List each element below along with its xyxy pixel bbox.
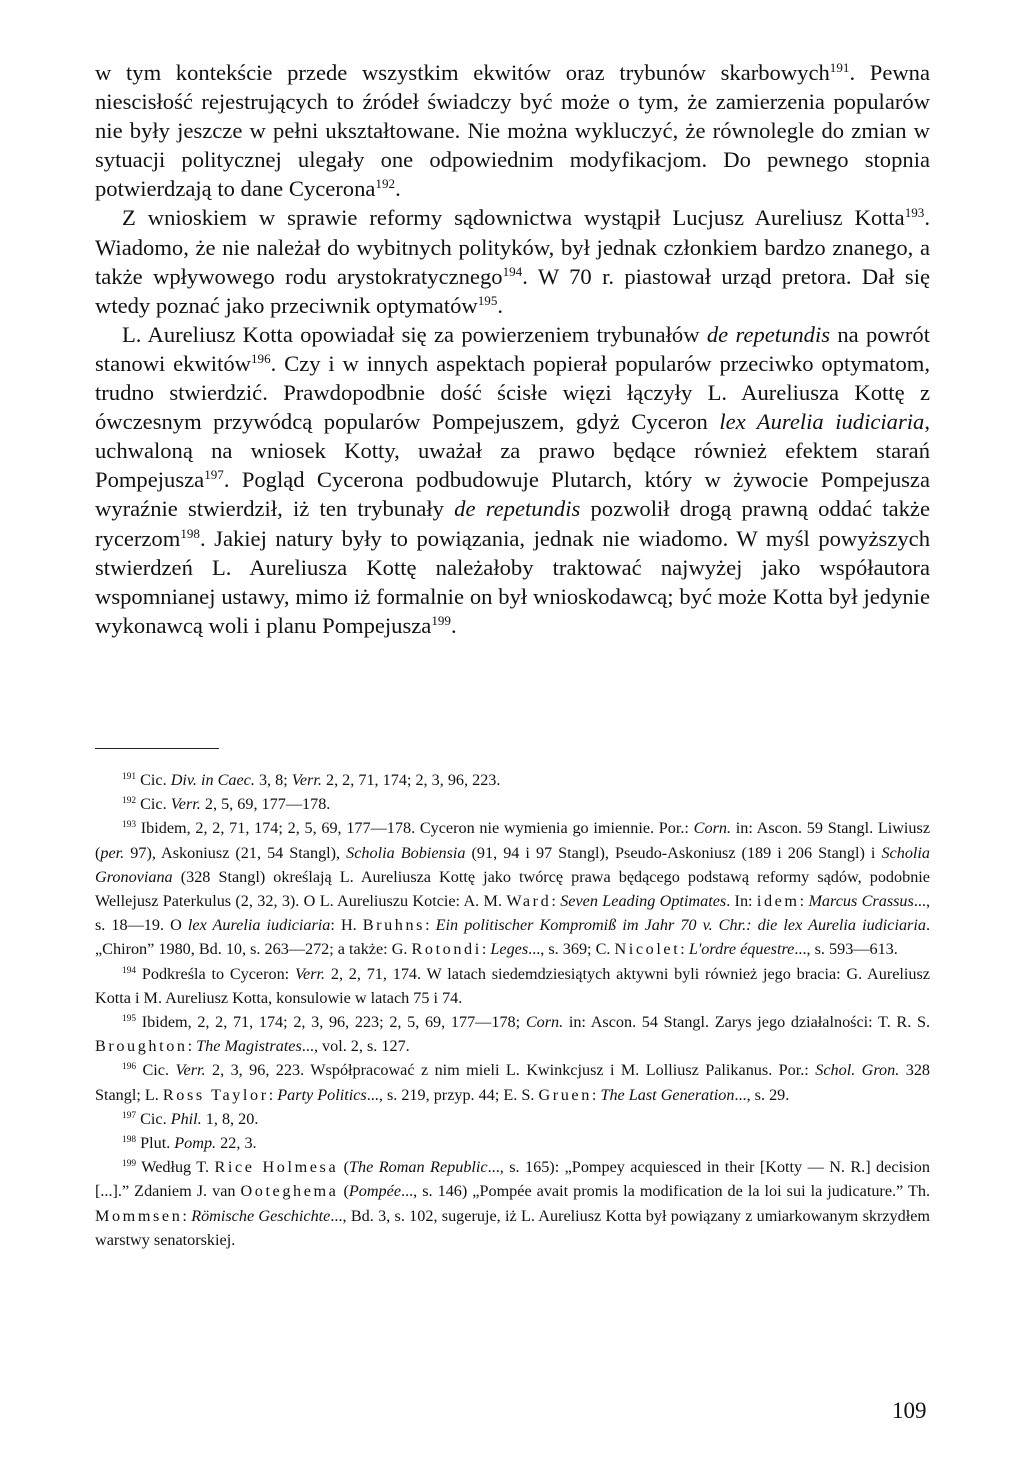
footnotes: [95, 768, 930, 1252]
main-text: [95, 58, 930, 640]
footnote-text: :: [182, 1206, 192, 1225]
footnote-ref: 198: [180, 525, 200, 541]
author-name: Rice Holmesa: [214, 1158, 339, 1177]
footnote-text: 22, 3.: [216, 1134, 257, 1153]
footnote-text: Cic.: [136, 795, 171, 814]
footnote-ref: 199: [431, 612, 451, 628]
footnote-text: ..., s. 219, przyp. 44; E. S.: [366, 1085, 539, 1104]
italic-title: The Last Generation: [600, 1085, 735, 1104]
footnote-ref: 196: [250, 350, 271, 366]
author-name: Ward: [506, 892, 552, 911]
text-line: , uchwaloną na wniosek Kotty, uważał za prawo będące również efektem starań Pompejusza: [95, 409, 930, 493]
footnote: [95, 816, 930, 961]
text-line: . Pewna niescisłość rejestrujących to źródeł świadczy być może o tym, że zamierzenia popularów nie były jeszcze w pełni ukształtowane. Nie można wykluczyć, że równolegle do zmian w sytuacji politycznej ulegały one odpowiednim modyfikacjom. Do pewnego stopnia potwierdzają to dane Cycerona: [95, 60, 930, 202]
footnote-text: ..., s. 18—19. O: [95, 892, 931, 935]
text-line: .: [450, 612, 457, 638]
footnote-text: 3, 8;: [254, 771, 292, 789]
italic-term: lex Aurelia iudiciaria: [719, 409, 925, 435]
text-line: Z wnioskiem w sprawie reformy sądownictwa wystąpił Lucjusz Aureliusz Kotta: [122, 205, 905, 231]
footnote-divider: [95, 748, 219, 749]
footnote-number: 194: [122, 965, 137, 976]
author-name: Mommsen: [95, 1206, 183, 1225]
text-line: na powrót stanowi ekwitów: [95, 321, 930, 376]
text-line: .: [497, 292, 504, 318]
footnote-number: 195: [122, 1014, 137, 1025]
footnote-text: . In:: [726, 892, 757, 911]
text-line: w tym kontekście przede wszystkim ekwitów oraz trybunów skarbowych: [95, 60, 830, 85]
footnote-number: 199: [122, 1159, 137, 1170]
text-line: . W 70 r. piastował urząd pretora. Dał się wtedy poznać jako przeciwnik optymatów: [95, 263, 930, 318]
footnote-ref: 194: [502, 263, 523, 279]
footnote-number: 197: [122, 1111, 137, 1122]
text-line: . Pogląd Cycerona podbudowuje Plutarch, który w żywocie Pompejusza wyraźnie stwierdził, iż ten trybunały: [95, 467, 930, 522]
footnote-text: ..., vol. 2, s. 127.: [301, 1037, 410, 1056]
footnote-text: ..., s. 29.: [734, 1085, 790, 1104]
footnote: [95, 1131, 930, 1155]
page-number: 109: [892, 1398, 927, 1423]
footnote-text: :: [268, 1085, 278, 1104]
footnote-text: (: [338, 1158, 350, 1177]
footnote-text: :: [591, 1085, 601, 1104]
footnote: [95, 768, 930, 792]
footnote-text: ..., s. 146) „Pompée avait promis la modification de la loi sui la judicature.” Th.: [401, 1182, 930, 1201]
author-name: idem: [756, 892, 800, 911]
italic-title: Phil.: [170, 1109, 202, 1128]
footnote-number: 198: [122, 1135, 137, 1146]
text-line: .: [395, 176, 401, 202]
footnote-text: Cic.: [136, 1061, 176, 1080]
italic-title: Corn.: [693, 819, 732, 838]
footnote-ref: 193: [904, 205, 925, 221]
footnote-ref: 191: [829, 59, 850, 75]
footnote-text: 2, 3, 96, 223. Współpracować z nim mieli L. Kwinkcjusz i M. Lolliusz Palikanus. Por.:: [205, 1061, 816, 1080]
author-name: Bruhns: [362, 916, 426, 935]
text-line: L. Aureliusz Kotta opowiadał się za powierzeniem trybunałów: [122, 321, 707, 347]
footnote: [95, 1058, 930, 1106]
italic-title: L'ordre équestre: [688, 940, 795, 959]
italic-title: Scholia Bobiensia: [346, 843, 466, 862]
footnote-ref: 192: [375, 176, 396, 192]
italic-title: Party Politics: [277, 1085, 367, 1104]
footnote-text: in: Ascon. 59 Stangl. Liwiusz (: [95, 819, 931, 862]
footnote-number: 191: [122, 772, 137, 783]
text-line: . Wiadomo, że nie należał do wybitnych polityków, był jednak członkiem bardzo znanego, a także wpływowego rodu arystokratycznego: [95, 205, 930, 289]
italic-title: Verr.: [170, 795, 201, 814]
footnote-text: Podkreśla to Cyceron:: [136, 964, 295, 983]
author-name: Rotondi: [411, 940, 482, 959]
author-name: Ooteghema: [240, 1182, 339, 1201]
italic-title: Div. in Caec.: [170, 771, 255, 789]
footnote-text: 2, 5, 69, 177—178.: [200, 795, 331, 814]
paragraph: [95, 320, 930, 640]
footnote: [95, 1155, 930, 1252]
italic-title: Marcus Crassus: [808, 892, 914, 911]
italic-title: lex Aurelia iudiciaria: [187, 916, 331, 935]
italic-title: Scholia Gronoviana: [95, 843, 931, 886]
footnote: [95, 962, 930, 1010]
italic-title: Ein politischer Kompromiß im Jahr 70 v. Chr.: die lex Aurelia iudiciaria: [435, 916, 926, 935]
footnote: [95, 1010, 930, 1058]
text-line: . Jakiej natury były to powiązania, jednak nie wiadomo. W myśl powyższych stwierdzeń L. Aureliusza Kottę należałoby traktować najwyżej jako współautora wspomnianej ustawy, mimo iż formalnie on był wnioskodawcą; być może Kotta był jedynie wykonawcą woli i planu Pompejusza: [95, 525, 930, 638]
italic-term: de repetundis: [706, 321, 831, 347]
footnote-text: 2, 2, 71, 174; 2, 3, 96, 223.: [321, 771, 501, 789]
footnote-number: 192: [122, 796, 137, 807]
italic-title: Pomp.: [174, 1134, 217, 1153]
footnote-text: :: [799, 892, 809, 911]
author-name: Broughton: [95, 1037, 188, 1056]
footnote-text: 1, 8, 20.: [201, 1109, 259, 1128]
footnote-text: :: [481, 940, 491, 959]
footnote-text: (91, 94 i 97 Stangl), Pseudo-Askoniusz (189 i 206 Stangl) i: [465, 843, 882, 862]
footnote-text: : H.: [330, 916, 363, 935]
italic-title: Corn.: [525, 1013, 564, 1032]
footnote-ref: 195: [477, 292, 498, 308]
footnote-text: 97), Askoniusz (21, 54 Stangl),: [124, 843, 347, 862]
footnote-text: :: [425, 916, 436, 935]
paragraph: [95, 203, 930, 319]
footnote-text: (328 Stangl) określają L. Aureliusza Kottę jako twórcę prawa będącego podstawą reformy sądów, podobnie Wellejusz Paterkulus (2, 32, 3). O L. Aureliuszu Kotcie: A. M.: [95, 867, 930, 911]
italic-title: The Roman Republic: [349, 1158, 488, 1177]
footnote: [95, 792, 930, 816]
italic-title: Verr.: [175, 1061, 206, 1080]
footnote-text: 2, 2, 71, 174. W latach siedemdziesiątych aktywni byli również jego bracia: G. Aureliusz Kotta i M. Aureliusz Kotta, konsulowie w latach 75 i 74.: [95, 964, 930, 1007]
footnote-text: :: [187, 1037, 197, 1056]
author-name: Ross Taylor: [162, 1085, 269, 1104]
italic-title: Pompée: [348, 1182, 402, 1201]
italic-title: Schol. Gron.: [815, 1061, 900, 1080]
footnote-text: Ibidem, 2, 2, 71, 174; 2, 5, 69, 177—178. Cyceron nie wymienia go imiennie. Por.:: [136, 819, 694, 838]
footnote-text: :: [551, 892, 561, 911]
footnote-text: Cic.: [136, 1109, 171, 1128]
footnote: [95, 1107, 930, 1131]
footnote-text: ..., s. 369; C.: [528, 940, 615, 959]
footnote-number: 193: [122, 820, 137, 831]
footnote-number: 196: [122, 1062, 137, 1073]
text-line: . Czy i w innych aspektach popierał popularów przeciwko optymatom, trudno stwierdzić. Prawdopodbnie dość ścisłe więzi łączyły L. Aureliusza Kottę z ówczesnym przywódcą popularów Pompejuszem, gdyż Cyceron: [95, 350, 930, 435]
italic-term: de repetundis: [454, 496, 581, 522]
footnote-text: in: Ascon. 54 Stangl. Zarys jego działalności: T. R. S.: [563, 1013, 931, 1032]
footnote-text: Według T.: [136, 1158, 215, 1177]
footnote-text: Plut.: [136, 1134, 175, 1153]
italic-title: Verr.: [291, 771, 322, 789]
footnote-text: ..., s. 593—613.: [794, 940, 898, 959]
footnote-ref: 197: [204, 467, 224, 483]
footnote-text: :: [680, 940, 689, 959]
footnote-text: ..., s. 165): „Pompey acquiesced in their [Kotty — N. R.] decision [...].” Zdaniem J. van: [95, 1158, 930, 1201]
footnote-text: 328 Stangl; L.: [95, 1061, 931, 1104]
italic-title: The Magistrates: [196, 1037, 302, 1056]
italic-title: per.: [100, 843, 125, 862]
italic-title: Römische Geschichte: [191, 1206, 331, 1225]
italic-title: Seven Leading Optimates: [560, 892, 727, 911]
italic-title: Leges: [490, 940, 529, 959]
footnote-text: . „Chiron” 1980, Bd. 10, s. 263—272; a także: G.: [95, 916, 930, 959]
footnote-text: (: [338, 1182, 349, 1201]
author-name: Gruen: [538, 1085, 592, 1104]
author-name: Nicolet: [614, 940, 681, 959]
paragraph: [95, 58, 930, 203]
footnote-text: ..., Bd. 3, s. 102, sugeruje, iż L. Aureliusz Kotta był powiązany z umiarkowanym skrzydłem warstwy senatorskiej.: [95, 1206, 931, 1249]
footnote-text: Cic.: [136, 771, 171, 789]
footnote-text: Ibidem, 2, 2, 71, 174; 2, 3, 96, 223; 2, 5, 69, 177—178;: [136, 1013, 526, 1032]
text-line: pozwolił drogą prawną oddać także rycerzom: [95, 496, 930, 551]
italic-title: Verr.: [294, 964, 326, 983]
